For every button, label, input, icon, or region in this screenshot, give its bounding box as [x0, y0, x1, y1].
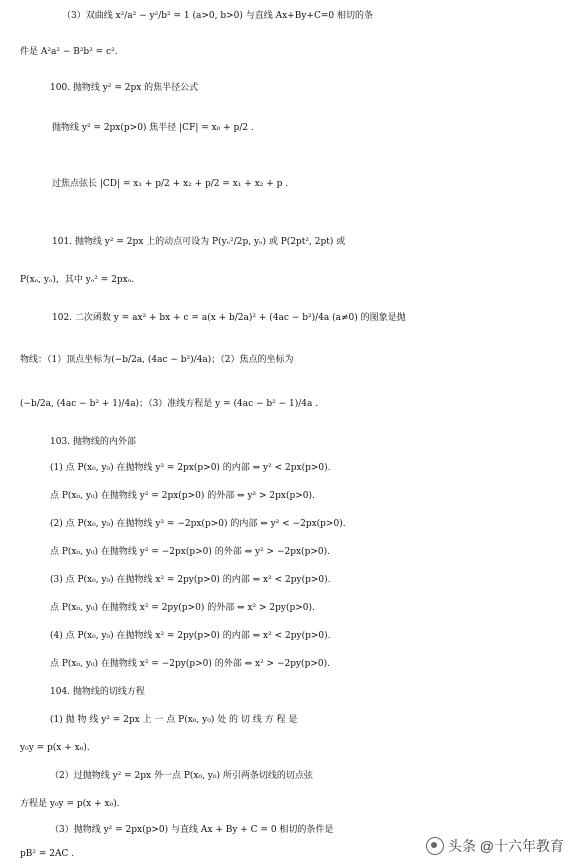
toutiao-logo-icon [426, 837, 444, 855]
section-heading-100: 100. 抛物线 y² = 2px 的焦半径公式 [50, 83, 199, 93]
text-line-24: 方程是 y₀y = p(x + x₀). [20, 799, 120, 809]
text-line-10: (−b/2a, (4ac − b² + 1)/4a)；（3）准线方程是 y = (4ac − b² − 1)/4a . [20, 399, 319, 409]
text-line-9: 物线：（1）顶点坐标为(−b/2a, (4ac − b²)/4a)；（2）焦点的坐标为 [20, 355, 294, 365]
text-line-1: （3）双曲线 x²/a² − y²/b² = 1 (a>0, b>0) 与直线 Ax+By+C=0 相切的条 [62, 11, 373, 21]
text-line-4: 抛物线 y² = 2px(p>0) 焦半径 |CF| = x₀ + p/2 . [52, 123, 254, 133]
text-line-5: 过焦点弦长 |CD| = x₁ + p/2 + x₂ + p/2 = x₁ + x₂ + p . [52, 179, 289, 189]
text-line-22: y₀y = p(x + x₀). [20, 743, 90, 753]
text-line-21: (1) 抛 物 线 y² = 2px 上 一 点 P(x₀, y₀) 处 的 切 线 方 程 是 [50, 715, 298, 725]
text-line-15: 点 P(x₀, y₀) 在抛物线 y² = −2px(p>0) 的外部 ⇔ y² > −2px(p>0). [50, 547, 330, 557]
section-heading-101: 101. 抛物线 y² = 2px 上的动点可设为 P(yₒ²/2p, yₒ) 或 P(2pt², 2pt) 或 [52, 237, 346, 247]
watermark [422, 834, 568, 858]
text-line-14: (2) 点 P(x₀, y₀) 在抛物线 y² = −2px(p>0) 的内部 ⇔ y² < −2px(p>0). [50, 519, 346, 529]
text-line-17: 点 P(x₀, y₀) 在抛物线 x² = 2py(p>0) 的外部 ⇔ x² > 2py(p>0). [50, 603, 315, 613]
section-heading-103: 103. 抛物线的内外部 [50, 437, 136, 447]
text-line-7: P(xₒ, yₒ)，其中 yₒ² = 2pxₒ. [20, 275, 135, 285]
text-line-2: 件是 A²a² − B²b² = c². [20, 47, 118, 57]
text-line-12: (1) 点 P(x₀, y₀) 在抛物线 y² = 2px(p>0) 的内部 ⇔ y² < 2px(p>0). [50, 463, 331, 473]
text-line-13: 点 P(x₀, y₀) 在抛物线 y² = 2px(p>0) 的外部 ⇔ y² > 2px(p>0). [50, 491, 315, 501]
text-line-16: (3) 点 P(x₀, y₀) 在抛物线 x² = 2py(p>0) 的内部 ⇔ x² < 2py(p>0). [50, 575, 331, 585]
text-line-25: （3）抛物线 y² = 2px(p>0) 与直线 Ax + By + C = 0 相切的条件是 [50, 825, 334, 835]
section-heading-102: 102. 二次函数 y = ax² + bx + c = a(x + b/2a)² + (4ac − b²)/4a (a≠0) 的图象是抛 [52, 313, 406, 323]
watermark-text: 头条 @十六年教育 [447, 838, 564, 854]
text-line-26: pB² = 2AC . [20, 849, 75, 859]
text-line-23: （2）过抛物线 y² = 2px 外一点 P(x₀, y₀) 所引两条切线的切点弦 [50, 771, 313, 781]
text-line-19: 点 P(x₀, y₀) 在抛物线 x² = −2py(p>0) 的外部 ⇔ x² > −2py(p>0). [50, 659, 330, 669]
text-line-18: (4) 点 P(x₀, y₀) 在抛物线 x² = 2py(p>0) 的内部 ⇔ x² < 2py(p>0). [50, 631, 331, 641]
section-heading-104: 104. 抛物线的切线方程 [50, 687, 145, 697]
